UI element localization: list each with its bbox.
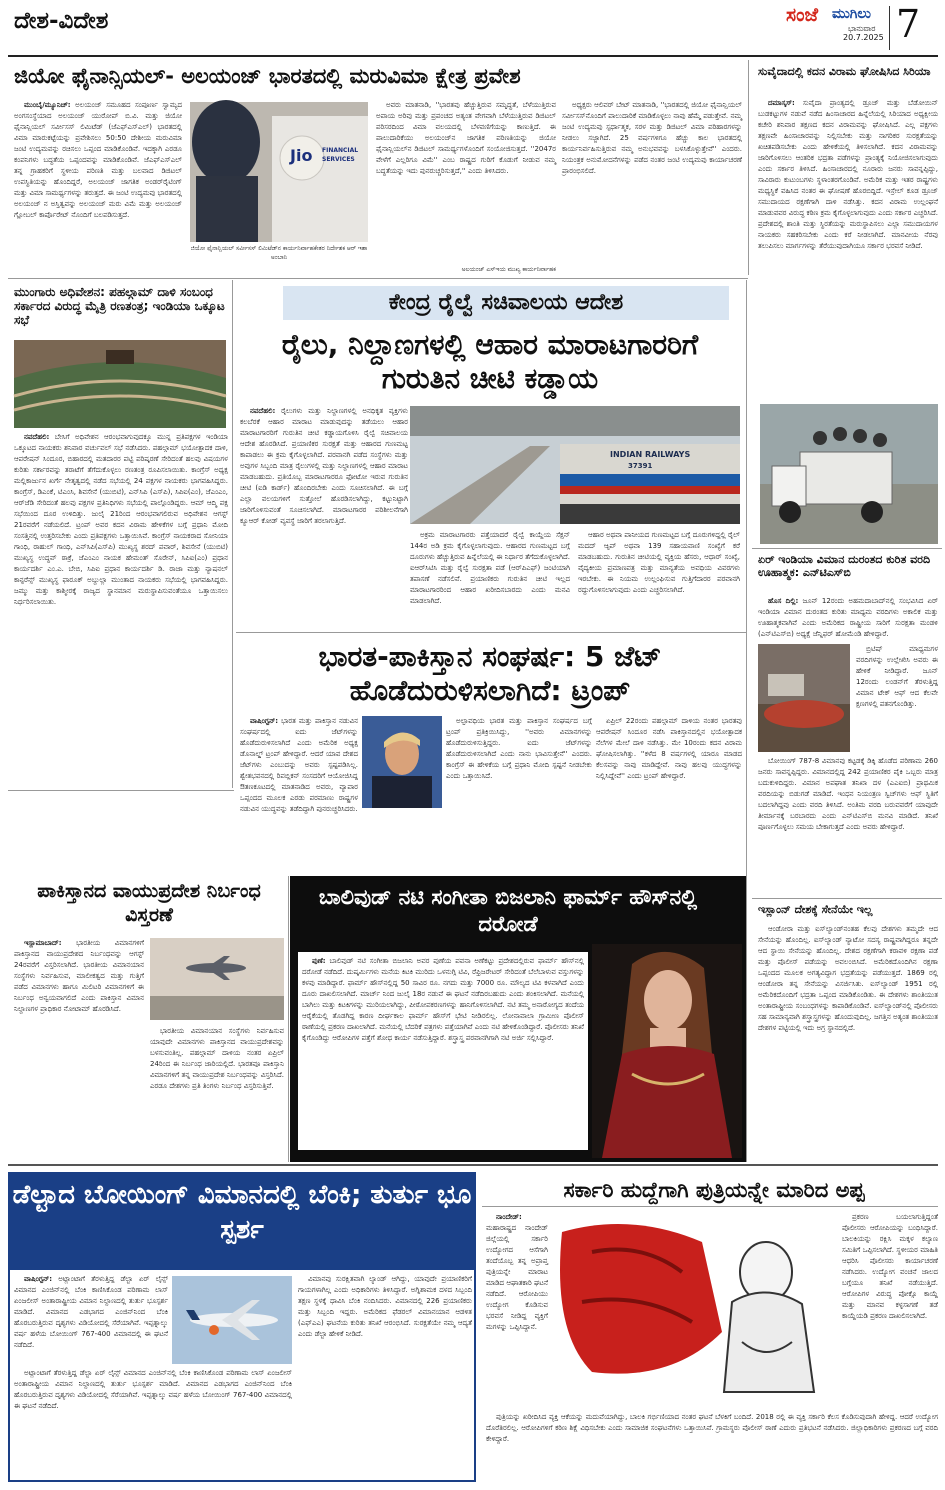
- sangeeta-dateline: ಪುಣೆ:: [312, 957, 326, 965]
- trump-body-col3-text: ಏಪ್ರಿಲ್ 22ರಂದು ಪಹಲ್ಗಾಮ್ ದಾಳಿಯ ನಂತರ ಭಾರತವು ಆಪರೇಷನ್ ಸಿಂದೂರ ನಡೆಸಿ ಪಾಕಿಸ್ತಾನದಲ್ಲಿನ ಭಯೋತ್ಪಾದಕ ನೆಲೆಗಳ ಮೇಲೆ ದಾಳಿ ನಡೆಸಿತ್ತು. ಮೇ 10ರಂದು ಕದನ ವಿರಾಮ ಘೋಷಿಸಲಾಗಿತ್ತು. ''ಕಳೆದ 8 ವರ್ಷಗಳಲ್ಲಿ ಯಾರೂ ಮಾಡದ ಕೆಲಸವನ್ನು ನಾವು ಮಾಡಿದ್ದೇವೆ. ನಾವು ಹಲವು ಯುದ್ಧಗಳನ್ನು ನಿಲ್ಲಿಸಿದ್ದೇವೆ'' ಎಂದು ಟ್ರಂಪ್ ಹೇಳಿದ್ದಾರೆ.: [596, 717, 742, 780]
- jio-photo-art: [190, 102, 368, 242]
- jio-body-col1: [14, 100, 182, 268]
- railway-kicker: ಕೇಂದ್ರ ರೈಲ್ವೆ ಸಚಿವಾಲಯ ಆದೇಶ: [388, 290, 624, 315]
- jio-body-col2: [376, 100, 556, 266]
- sudan-body: [758, 98, 938, 390]
- sangeeta-body: [298, 952, 588, 1150]
- sudan-photo: [760, 404, 938, 544]
- father-dateline: ನಾಂದೇಡ್:: [496, 1213, 522, 1221]
- father-illustration: [552, 1212, 838, 1408]
- monsoon-body: [14, 432, 228, 786]
- father-body-right: [842, 1212, 938, 1408]
- jio-body-col3: [562, 100, 742, 272]
- pakair-body-col2: [150, 1026, 284, 1158]
- section-rule: [8, 278, 748, 279]
- monsoon-headline: ಮುಂಗಾರು ಅಧಿವೇಶನ: ಪಹಲ್ಗಾಮ್ ದಾಳಿ ಸಂಬಂಧ ಸರ್ಕಾರದ ವಿರುದ್ಧ ಮೈತ್ರಿ ರಣತಂತ್ರ; ಇಂಡಿಯಾ ಒಕ್ಕೂಟ ಸಭೆ: [14, 285, 225, 327]
- sangeeta-photo: [592, 944, 742, 1158]
- pakair-body-col1-text: ಭಾರತೀಯ ವಿಮಾನಗಳಿಗೆ ಪಾಕಿಸ್ತಾನದ ವಾಯುಪ್ರದೇಶದ ನಿರ್ಬಂಧವನ್ನು ಆಗಸ್ಟ್ 24ರವರೆಗೆ ವಿಸ್ತರಿಸಲಾಗಿದೆ. ಭಾರತೀಯ ವಿಮಾನಯಾನ ಸಂಸ್ಥೆಗಳು ನಿರ್ವಹಿಸುವ, ಮಾಲೀಕತ್ವದ ಮತ್ತು ಗುತ್ತಿಗೆ ಪಡೆದ ವಿಮಾನಗಳು ಹಾಗೂ ಮಿಲಿಟರಿ ವಿಮಾನಗಳಿಗೆ ಈ ನಿರ್ಬಂಧ ಅನ್ವಯವಾಗಲಿದೆ ಎಂದು ಪಾಕಿಸ್ತಾನ ವಿಮಾನ ನಿಲ್ದಾಣಗಳ ಪ್ರಾಧಿಕಾರ ನೋಟಾಮ್ ಹೊರಡಿಸಿದೆ.: [14, 939, 144, 1013]
- railway-body-col1: [240, 406, 408, 628]
- airindia-body-top: [758, 596, 938, 640]
- railway-train-text: INDIAN RAILWAYS: [610, 450, 691, 459]
- trump-photo-art: [362, 716, 442, 808]
- monsoon-dateline: ನವದೆಹಲಿ:: [24, 433, 50, 441]
- islam-body: [758, 924, 938, 1156]
- column-divider: [232, 280, 233, 788]
- section-rule: [8, 1164, 938, 1166]
- jio-photo: [190, 102, 368, 242]
- railway-dateline: ನವದೆಹಲಿ:: [250, 407, 276, 415]
- sudan-dateline: ದಮಾಸ್ಕಸ್:: [768, 99, 795, 107]
- trump-body-col1-text: ಭಾರತ ಮತ್ತು ಪಾಕಿಸ್ತಾನ ನಡುವಿನ ಸಂಘರ್ಷದಲ್ಲಿ ಐದು ಜೆಟ್‌ಗಳನ್ನು ಹೊಡೆದುರುಳಿಸಲಾಗಿದೆ ಎಂದು ಅಮೆರಿಕ ಅಧ್ಯಕ್ಷ ಡೊನಾಲ್ಡ್ ಟ್ರಂಪ್ ಹೇಳಿದ್ದಾರೆ. ಆದರೆ ಯಾವ ದೇಶದ ಜೆಟ್‌ಗಳು ಎಂಬುದನ್ನು ಅವರು ಸ್ಪಷ್ಟಪಡಿಸಿಲ್ಲ. ಶ್ವೇತಭವನದಲ್ಲಿ ರಿಪಬ್ಲಿಕನ್ ಸಂಸದರಿಗೆ ಆಯೋಜಿಸಿದ್ದ ಔತಣಕೂಟದಲ್ಲಿ ಮಾತನಾಡಿದ ಅವರು, ವ್ಯಾಪಾರ ಒಪ್ಪಂದದ ಮೂಲಕ ಎರಡು ಪರಮಾಣು ರಾಷ್ಟ್ರಗಳ ನಡುವಿನ ಯುದ್ಧವನ್ನು ತಡೆದಿದ್ದಾಗಿ ಪುನರುಚ್ಚರಿಸಿದರು.: [240, 717, 358, 813]
- sangeeta-headline: ಬಾಲಿವುಡ್ ನಟಿ ಸಂಗೀತಾ ಬಿಜಲಾನಿ ಫಾರ್ಮ್ ಹೌಸ್‌ನಲ್ಲಿ ದರೋಡೆ: [318, 885, 698, 937]
- trump-body-col1: [240, 716, 358, 813]
- railway-body-col2-text: ಅಕ್ರಮ ಮಾರಾಟಗಾರರು ಪತ್ತೆಯಾದರೆ ರೈಲ್ವೆ ಕಾಯ್ದೆಯ ಸೆಕ್ಷನ್ 144ರ ಅಡಿ ಕ್ರಮ ಕೈಗೊಳ್ಳಲಾಗುವುದು. ಆಹಾರದ ಗುಣಮಟ್ಟದ ಬಗ್ಗೆ ದೂರುಗಳು ಹೆಚ್ಚುತ್ತಿರುವ ಹಿನ್ನೆಲೆಯಲ್ಲಿ ಈ ನಿರ್ಧಾರ ತೆಗೆದುಕೊಳ್ಳಲಾಗಿದೆ. ಐಆರ್‌ಸಿಟಿಸಿ ಮತ್ತು ರೈಲ್ವೆ ಸುರಕ್ಷತಾ ಪಡೆ (ಆರ್‌ಪಿಎಫ್) ಜಂಟಿಯಾಗಿ ತಪಾಸಣೆ ನಡೆಸಲಿವೆ. ಪ್ರಯಾಣಿಕರು ಗುರುತಿನ ಚೀಟಿ ಇಲ್ಲದ ಮಾರಾಟಗಾರರಿಂದ ಆಹಾರ ಖರೀದಿಸಬಾರದು ಎಂದು ಮನವಿ ಮಾಡಲಾಗಿದೆ.: [410, 531, 570, 605]
- jio-dateline: ಮುಂಬೈ/ಮ್ಯೂನಿಚ್:: [24, 101, 71, 109]
- trump-dateline: ವಾಷಿಂಗ್ಟನ್:: [250, 717, 279, 725]
- pakair-body-col2-text: ಭಾರತೀಯ ವಿಮಾನಯಾನ ಸಂಸ್ಥೆಗಳು ನಿರ್ವಹಿಸುವ ಯಾವುದೇ ವಿಮಾನಗಳು ಪಾಕಿಸ್ತಾನದ ವಾಯುಪ್ರದೇಶವನ್ನು ಬಳಸುವಂತಿಲ್ಲ. ಪಹಲ್ಗಾಮ್ ದಾಳಿಯ ನಂತರ ಏಪ್ರಿಲ್ 24ರಿಂದ ಈ ನಿರ್ಬಂಧ ಜಾರಿಯಲ್ಲಿದೆ. ಭಾರತವೂ ಪಾಕಿಸ್ತಾನಿ ವಿಮಾನಗಳಿಗೆ ತನ್ನ ವಾಯುಪ್ರದೇಶ ನಿರ್ಬಂಧವನ್ನು ವಿಸ್ತರಿಸಿದೆ. ಎರಡೂ ದೇಶಗಳು ಪ್ರತಿ ತಿಂಗಳು ನಿರ್ಬಂಧ ವಿಸ್ತರಿಸುತ್ತಿವೆ.: [150, 1027, 284, 1090]
- islam-headline: ಇಸ್ಲಾಂನ್ ದೇಶಕ್ಕೆ ಸೇನೆಯೇ ಇಲ್ಲ: [758, 903, 873, 916]
- airindia-body-bottom: [758, 756, 938, 892]
- pakair-dateline: ಇಸ್ಲಾಮಾಬಾದ್:: [24, 939, 62, 947]
- monsoon-photo-art: [14, 340, 226, 428]
- airindia-headline: ಏರ್ ಇಂಡಿಯಾ ವಿಮಾನ ದುರಂತದ ಕುರಿತ ವರದಿ ಊಹಾತ್ಮಕ: ಎನ್‌ಟಿಎಸ್‌ಬಿ: [758, 553, 931, 579]
- jio-body-text: ಅಲಯಂಜ್ ಸಮೂಹದ ಸಂಪೂರ್ಣ ಸ್ವಾಮ್ಯದ ಅಂಗಸಂಸ್ಥೆಯಾದ ಅಲಯಂಜ್ ಯುರೋಪ್ ಬಿ.ವಿ. ಮತ್ತು ಜಿಯೋ ಫೈನಾನ್ಷಿಯಲ್ ಸರ್ವೀಸಸ್ ಲಿಮಿಟೆಡ್ (ಜೆಎಫ್‌ಎಸ್‌ಎಲ್) ಭಾರತದಲ್ಲಿ ವಿಮಾ ಮಾರುಕಟ್ಟೆಯನ್ನು ಪ್ರವೇಶಿಸಲು 50:50 ದೇಶೀಯ ಮರುವಿಮಾ ಜಂಟಿ ಉದ್ಯಮವನ್ನು ರಚಿಸಲು ಒಪ್ಪಂದ ಮಾಡಿಕೊಂಡಿವೆ. ಇದಕ್ಕಾಗಿ ಎರಡೂ ಕಂಪನಿಗಳು ಬದ್ಧತೆಯ ಒಪ್ಪಂದವನ್ನು ಮಾಡಿಕೊಂಡಿವೆ. ಜೆಎಫ್‌ಎಸ್‌ಎಲ್ ತನ್ನ ಗ್ರಾಹಕರಿಗೆ ಸ್ಥಳೀಯ ಪರಿಣತಿ ಮತ್ತು ಬಲವಾದ ಡಿಜಿಟಲ್ ಉಪಸ್ಥಿತಿಯನ್ನು ಹೊಂದಿದ್ದರೆ, ಅಲಯಂಜ್ ಜಾಗತಿಕ ಅಂಡರ್‌ರೈಟಿಂಗ್ ಮತ್ತು ವಿಮಾ ಸಾಮರ್ಥ್ಯಗಳನ್ನು ತರುತ್ತದೆ. ಈ ಜಂಟಿ ಉದ್ಯಮವು ಭಾರತದಲ್ಲಿ ಅಲಯಂಜ್ ನ ಅಸ್ತಿತ್ವವನ್ನು ಅಲಯಂಜ್ ಮರು ವಿಮೆ ಮತ್ತು ಅಲಯಂಜ್ ಗ್ಲೋಬಲ್ ಕಾರ್ಪೊರೇಟ್ ನೊಂದಿಗೆ ಬಲಪಡಿಸುತ್ತದೆ.: [14, 101, 182, 219]
- airindia-body-side: [856, 644, 938, 752]
- trump-headline: ಭಾರತ-ಪಾಕಿಸ್ತಾನ ಸಂಘರ್ಷ: 5 ಜೆಟ್ ಹೊಡೆದುರುಳಿಸಲಾಗಿದೆ: ಟ್ರಂಪ್: [318, 640, 662, 707]
- airindia-photo-art: [758, 644, 850, 752]
- airindia-dateline: ಹೊಸ ದಿಲ್ಲಿ:: [768, 597, 799, 605]
- issue-day: ಭಾನುವಾರ: [848, 24, 876, 33]
- delta-photo-art: [172, 1276, 292, 1364]
- airindia-body-bottom-text: ಬೋಯಿಂಗ್ 787-8 ವಿಮಾನವು ಕಟ್ಟಡಕ್ಕೆ ಡಿಕ್ಕಿ ಹೊಡೆದ ಪರಿಣಾಮ 260 ಜನರು ಸಾವನ್ನಪ್ಪಿದ್ದರು. ವಿಮಾನದಲ್ಲಿದ್ದ 242 ಪ್ರಯಾಣಿಕರ ಪೈಕಿ ಒಬ್ಬರು ಮಾತ್ರ ಬದುಕುಳಿದಿದ್ದರು. ವಿಮಾನ ಅಪಘಾತ ತನಿಖಾ ದಳ (ಎಎಐಬಿ) ಪ್ರಾಥಮಿಕ ವರದಿಯನ್ನು ಬಿಡುಗಡೆ ಮಾಡಿದೆ. ಇಂಧನ ನಿಯಂತ್ರಣ ಸ್ವಿಚ್‌ಗಳು ಆಫ್ ಸ್ಥಿತಿಗೆ ಬದಲಾಗಿದ್ದವು ಎಂದು ವರದಿ ತಿಳಿಸಿದೆ. ಅಂತಿಮ ವರದಿ ಬರುವವರೆಗೆ ಯಾವುದೇ ತೀರ್ಮಾನಕ್ಕೆ ಬರಬಾರದು ಎಂದು ಎನ್‌ಟಿಎಸ್‌ಬಿ ಮನವಿ ಮಾಡಿದೆ. ತನಿಖೆ ಪೂರ್ಣಗೊಳ್ಳಲು ಸಮಯ ಬೇಕಾಗುತ್ತದೆ ಎಂದು ಅವರು ಹೇಳಿದ್ದಾರೆ.: [758, 757, 938, 831]
- jio-sign-text: FINANCIAL SERVICES: [322, 147, 359, 163]
- railway-body-col2: [410, 530, 570, 628]
- jio-headline: ಜಿಯೋ ಫೈನಾನ್ಸಿಯಲ್- ಅಲಯಂಜ್ ಭಾರತದಲ್ಲಿ ಮರುವಿಮಾ ಕ್ಷೇತ್ರ ಪ್ರವೇಶ: [14, 64, 521, 88]
- jio-logo-text: Jio: [290, 146, 313, 165]
- railway-train-number: 37391: [628, 462, 653, 470]
- monsoon-photo: [14, 340, 226, 428]
- trump-body-col2: [446, 716, 592, 808]
- jio-body-col3-text: ಅಧ್ಯಕ್ಷರು ಆಲಿವರ್ ಬೇಟ್ ಮಾತನಾಡಿ, ''ಭಾರತದಲ್ಲಿ ಜಿಯೋ ಫೈನಾನ್ಷಿಯಲ್ ಸರ್ವೀಸಸ್‌ನೊಂದಿಗೆ ಪಾಲುದಾರಿಕೆ ಮಾಡಿಕೊಳ್ಳಲು ನಾವು ಹೆಮ್ಮೆ ಪಡುತ್ತೇವೆ. ನಮ್ಮ ಜಂಟಿ ಉದ್ಯಮವು ಸ್ಪರ್ಧಾತ್ಮಕ, ಸರಳ ಮತ್ತು ಡಿಜಿಟಲ್ ವಿಮಾ ಪರಿಹಾರಗಳನ್ನು ನೀಡಲು ಸಜ್ಜಾಗಿದೆ. 25 ವರ್ಷಗಳಿಗೂ ಹೆಚ್ಚು ಕಾಲ ಭಾರತದಲ್ಲಿ ಕಾರ್ಯನಿರ್ವಹಿಸುತ್ತಿರುವ ನಮ್ಮ ಅನುಭವವನ್ನು ಬಳಸಿಕೊಳ್ಳುತ್ತೇವೆ'' ಎಂದರು. ನಿಯಂತ್ರಕ ಅನುಮೋದನೆಗಳನ್ನು ಪಡೆದ ನಂತರ ಜಂಟಿ ಉದ್ಯಮವು ಕಾರ್ಯಾಚರಣೆ ಪ್ರಾರಂಭಿಸಲಿದೆ.: [562, 101, 742, 175]
- father-body-bottom-text: ಪುತ್ರಿಯನ್ನು ಖರೀದಿಸಿದ ವ್ಯಕ್ತಿ ಆಕೆಯನ್ನು ಮದುವೆಯಾಗಿದ್ದು, ಬಾಲಕಿ ಗರ್ಭಿಣಿಯಾದ ನಂತರ ಘಟನೆ ಬೆಳಕಿಗೆ ಬಂದಿದೆ. 2018 ರಲ್ಲಿ ಈ ವ್ಯಕ್ತಿ ಸರ್ಕಾರಿ ಕೆಲಸ ಕೊಡಿಸುವುದಾಗಿ ಹೇಳಿದ್ದ. ಆದರೆ ಉದ್ಯೋಗ ದೊರೆತಿರಲಿಲ್ಲ. ಆರೋಪಿಗಳಿಗೆ ಕಠಿಣ ಶಿಕ್ಷೆ ವಿಧಿಸಬೇಕು ಎಂದು ಸಾಮಾಜಿಕ ಸಂಘಟನೆಗಳು ಒತ್ತಾಯಿಸಿವೆ. ಗ್ರಾಮಸ್ಥರು ಪೊಲೀಸ್ ಠಾಣೆ ಎದುರು ಪ್ರತಿಭಟನೆ ನಡೆಸಿದರು. ಜಿಲ್ಲಾಧಿಕಾರಿಗಳು ಪ್ರಕರಣದ ಬಗ್ಗೆ ವರದಿ ಕೇಳಿದ್ದಾರೆ.: [486, 1413, 938, 1443]
- section-rule: [752, 898, 942, 899]
- column-divider: [748, 60, 749, 275]
- trump-body-col3: [596, 716, 742, 808]
- railway-body-col3-text: ಆಹಾರ ಅಥವಾ ಪಾನೀಯದ ಗುಣಮಟ್ಟದ ಬಗ್ಗೆ ದೂರುಗಳಿದ್ದಲ್ಲಿ ರೈಲ್ ಮದದ್ ಆ್ಯಪ್ ಅಥವಾ 139 ಸಹಾಯವಾಣಿ ಸಂಖ್ಯೆಗೆ ಕರೆ ಮಾಡಬಹುದು. ಗುರುತಿನ ಚೀಟಿಯಲ್ಲಿ ವ್ಯಕ್ತಿಯ ಹೆಸರು, ಆಧಾರ್ ಸಂಖ್ಯೆ, ವೈದ್ಯಕೀಯ ಪ್ರಮಾಣಪತ್ರ ಮತ್ತು ಮಾನ್ಯತೆಯ ಅವಧಿಯ ವಿವರಗಳು ಇರಬೇಕು. ಈ ನಿಯಮ ಉಲ್ಲಂಘಿಸುವ ಗುತ್ತಿಗೆದಾರರ ಪರವಾನಗಿ ರದ್ದುಗೊಳಿಸಲಾಗುವುದು ಎಂದು ಎಚ್ಚರಿಸಲಾಗಿದೆ.: [578, 531, 740, 594]
- pakair-body-col1: [14, 938, 144, 1158]
- delta-body-col2-text: ವಿಮಾನವು ಸುರಕ್ಷಿತವಾಗಿ ಲ್ಯಾಂಡ್ ಆಗಿದ್ದು, ಯಾವುದೇ ಪ್ರಯಾಣಿಕರಿಗೆ ಗಾಯಗಳಾಗಿಲ್ಲ ಎಂದು ಅಧಿಕಾರಿಗಳು ತಿಳಿಸಿದ್ದಾರೆ. ಅಗ್ನಿಶಾಮಕ ದಳದ ಸಿಬ್ಬಂದಿ ತಕ್ಷಣ ಸ್ಥಳಕ್ಕೆ ಧಾವಿಸಿ ಬೆಂಕಿ ನಂದಿಸಿದರು. ವಿಮಾನದಲ್ಲಿ 226 ಪ್ರಯಾಣಿಕರು ಮತ್ತು ಸಿಬ್ಬಂದಿ ಇದ್ದರು. ಅಮೆರಿಕದ ಫೆಡರಲ್ ವಿಮಾನಯಾನ ಆಡಳಿತ (ಎಫ್‌ಎಎ) ಘಟನೆಯ ಕುರಿತು ತನಿಖೆ ಆರಂಭಿಸಿದೆ. ಸುರಕ್ಷತೆಯೇ ನಮ್ಮ ಆದ್ಯತೆ ಎಂದು ಡೆಲ್ಟಾ ಹೇಳಿಕೆ ನೀಡಿದೆ.: [298, 1275, 472, 1338]
- section-label: ದೇಶ-ವಿದೇಶ: [14, 8, 109, 34]
- delta-dateline: ವಾಷಿಂಗ್ಟನ್:: [24, 1275, 53, 1283]
- jio-body-col2-sign: ಅಲಯಂಜ್ ಎಸ್‌ಇಯ ಮುಖ್ಯ ಕಾರ್ಯನಿರ್ವಾಹಕ: [461, 266, 556, 273]
- delta-headline: ಡೆಲ್ಟಾದ ಬೋಯಿಂಗ್ ವಿಮಾನದಲ್ಲಿ ಬೆಂಕಿ; ತುರ್ತು ಭೂ ಸ್ಪರ್ಶ: [12, 1180, 472, 1246]
- pakair-photo: [150, 938, 284, 1020]
- delta-body-col1b: [14, 1368, 292, 1478]
- sangeeta-photo-art: [592, 944, 742, 1158]
- brand-name-red: ಸಂಜೆ: [786, 4, 819, 26]
- sudan-photo-art: [760, 404, 938, 544]
- trump-body-col2-text: ಅಲ್ಪಾವಧಿಯ ಭಾರತ ಮತ್ತು ಪಾಕಿಸ್ತಾನ ಸಂಘರ್ಷದ ಬಗ್ಗೆ ಟ್ರಂಪ್ ಪ್ರತಿಕ್ರಿಯಿಸಿದ್ದು, ''ಅವರು ವಿಮಾನಗಳನ್ನು ಹೊಡೆದುರುಳಿಸುತ್ತಿದ್ದರು. ಐದು ಜೆಟ್‌ಗಳನ್ನು ಹೊಡೆದುರುಳಿಸಲಾಗಿದೆ ಎಂದು ನಾನು ಭಾವಿಸುತ್ತೇನೆ'' ಎಂದರು. ಕಾಂಗ್ರೆಸ್ ಈ ಹೇಳಿಕೆಯ ಬಗ್ಗೆ ಪ್ರಧಾನಿ ಮೋದಿ ಸ್ಪಷ್ಟನೆ ನೀಡಬೇಕು ಎಂದು ಒತ್ತಾಯಿಸಿದೆ.: [446, 717, 592, 780]
- pakair-photo-art: [150, 938, 284, 1020]
- airindia-photo: [758, 644, 850, 752]
- delta-body-col1b-text: ಅಟ್ಲಾಂಟಾಗೆ ತೆರಳುತ್ತಿದ್ದ ಡೆಲ್ಟಾ ಏರ್ ಲೈನ್ಸ್ ವಿಮಾನದ ಎಂಜಿನ್‌ನಲ್ಲಿ ಬೆಂಕಿ ಕಾಣಿಸಿಕೊಂಡ ಪರಿಣಾಮ ಲಾಸ್ ಏಂಜಲೀಸ್ ಅಂತಾರಾಷ್ಟ್ರೀಯ ವಿಮಾನ ನಿಲ್ದಾಣದಲ್ಲಿ ತುರ್ತು ಭೂಸ್ಪರ್ಶ ಮಾಡಿದೆ. ವಿಮಾನದ ಎಡಭಾಗದ ಎಂಜಿನ್‌ನಿಂದ ಬೆಂಕಿ ಹೊರಬರುತ್ತಿರುವ ದೃಶ್ಯಗಳು ವಿಡಿಯೋದಲ್ಲಿ ಸೆರೆಯಾಗಿವೆ. ಇಪ್ಪತ್ನಾಲ್ಕು ವರ್ಷ ಹಳೆಯ ಬೋಯಿಂಗ್ 767-400 ವಿಮಾನದಲ್ಲಿ ಈ ಘಟನೆ ನಡೆದಿದೆ.: [14, 1369, 292, 1410]
- father-illustration-art: [552, 1212, 838, 1408]
- monsoon-body-text: ಬೇಸಿಗೆ ಅಧಿವೇಶನ ಆರಂಭವಾಗುವುದಕ್ಕೂ ಮುನ್ನ ಪ್ರತಿಪಕ್ಷಗಳ ಇಂಡಿಯಾ ಒಕ್ಕೂಟದ ನಾಯಕರು ಶನಿವಾರ ವರ್ಚುವಲ್ ಸಭೆ ನಡೆಸಿದರು. ಪಹಲ್ಗಾಮ್ ಭಯೋತ್ಪಾದಕ ದಾಳಿ, ಆಪರೇಷನ್ ಸಿಂದೂರ, ಬಿಹಾರದಲ್ಲಿ ಮತದಾರರ ಪಟ್ಟಿ ಪರಿಷ್ಕರಣೆ ಸೇರಿದಂತೆ ಹಲವು ವಿಷಯಗಳ ಕುರಿತು ಸರ್ಕಾರವನ್ನು ತರಾಟೆಗೆ ತೆಗೆದುಕೊಳ್ಳಲು ರಣತಂತ್ರ ರೂಪಿಸಲಾಯಿತು. ಕಾಂಗ್ರೆಸ್ ಅಧ್ಯಕ್ಷ ಮಲ್ಲಿಕಾರ್ಜುನ ಖರ್ಗೆ ನೇತೃತ್ವದಲ್ಲಿ ನಡೆದ ಸಭೆಯಲ್ಲಿ 24 ಪಕ್ಷಗಳ ನಾಯಕರು ಭಾಗವಹಿಸಿದ್ದರು. ಕಾಂಗ್ರೆಸ್, ಡಿಎಂಕೆ, ಟಿಎಂಸಿ, ಶಿವಸೇನೆ (ಯುಬಿಟಿ), ಎನ್‌ಸಿಪಿ (ಎಸ್‌ಪಿ), ಸಿಪಿಐ(ಎಂ), ಜೆಎಂಎಂ, ಆರ್‌ಜೆಡಿ ಸೇರಿದಂತೆ ಹಲವು ಪಕ್ಷಗಳ ಪ್ರತಿನಿಧಿಗಳು ಸಭೆಯಲ್ಲಿ ಪಾಲ್ಗೊಂಡಿದ್ದರು. ಆಮ್ ಆದ್ಮಿ ಪಕ್ಷ ಸಭೆಯಿಂದ ದೂರ ಉಳಿದಿತ್ತು. ಜುಲೈ 21ರಿಂದ ಆರಂಭವಾಗಲಿರುವ ಅಧಿವೇಶನ ಆಗಸ್ಟ್ 21ರವರೆಗೆ ನಡೆಯಲಿದೆ. ಟ್ರಂಪ್ ಅವರ ಕದನ ವಿರಾಮ ಹೇಳಿಕೆಗಳ ಬಗ್ಗೆ ಪ್ರಧಾನಿ ಮೋದಿ ಸಂಸತ್ತಿನಲ್ಲಿ ಉತ್ತರಿಸಬೇಕು ಎಂದು ಪ್ರತಿಪಕ್ಷಗಳು ಒತ್ತಾಯಿಸಿವೆ. ಕಾಂಗ್ರೆಸ್ ನಾಯಕರಾದ ಸೋನಿಯಾ ಗಾಂಧಿ, ರಾಹುಲ್ ಗಾಂಧಿ, ಎನ್‌ಸಿಪಿ(ಎಸ್‌ಪಿ) ಮುಖ್ಯಸ್ಥ ಶರದ್ ಪವಾರ್, ಶಿವಸೇನೆ (ಯುಬಿಟಿ) ಮುಖ್ಯಸ್ಥ ಉದ್ಧವ್ ಠಾಕ್ರೆ, ಜೆಎಂಎಂ ನಾಯಕ ಹೇಮಂತ್ ಸೊರೇನ್, ಸಿಪಿಐ(ಎಂ) ಪ್ರಧಾನ ಕಾರ್ಯದರ್ಶಿ ಎಂ.ಎ. ಬೇಬಿ, ಸಿಪಿಐ ಪ್ರಧಾನ ಕಾರ್ಯದರ್ಶಿ ಡಿ. ರಾಜಾ ಮತ್ತು ನ್ಯಾಷನಲ್ ಕಾನ್ಫರೆನ್ಸ್ ಮುಖ್ಯಸ್ಥ ಫಾರೂಕ್ ಅಬ್ದುಲ್ಲಾ ಮುಂತಾದ ನಾಯಕರು ಸಭೆಯಲ್ಲಿ ಭಾಗವಹಿಸಿದ್ದರು. ಜಮ್ಮು ಮತ್ತು ಕಾಶ್ಮೀರಕ್ಕೆ ರಾಜ್ಯದ ಸ್ಥಾನಮಾನ ಮರುಸ್ಥಾಪಿಸುವಂತೆಯೂ ಒತ್ತಾಯಿಸಲು ನಿರ್ಧರಿಸಲಾಯಿತು.: [14, 433, 229, 606]
- railway-photo-art: [410, 406, 740, 524]
- father-headline: ಸರ್ಕಾರಿ ಹುದ್ದೆಗಾಗಿ ಪುತ್ರಿಯನ್ನೇ ಮಾರಿದ ಅಪ್ಪ: [563, 1178, 865, 1202]
- islam-body-text: ಆಂಡೋರಾ ಮತ್ತು ಐಸ್‌ಲ್ಯಾಂಡ್‌ನಂತಹ ಕೆಲವು ದೇಶಗಳು ತಮ್ಮದೇ ಆದ ಸೇನೆಯನ್ನು ಹೊಂದಿಲ್ಲ. ಐಸ್‌ಲ್ಯಾಂಡ್ ನ್ಯಾಟೋ ಸದಸ್ಯ ರಾಷ್ಟ್ರವಾಗಿದ್ದರೂ ತನ್ನದೇ ಆದ ಸ್ಥಾಯಿ ಸೇನೆಯನ್ನು ಹೊಂದಿಲ್ಲ. ದೇಶದ ರಕ್ಷಣೆಗಾಗಿ ಕರಾವಳಿ ರಕ್ಷಣಾ ಪಡೆ ಮತ್ತು ಪೊಲೀಸ್ ಪಡೆಯನ್ನು ಅವಲಂಬಿಸಿದೆ. ಅಮೆರಿಕದೊಂದಿಗಿನ ರಕ್ಷಣಾ ಒಪ್ಪಂದದ ಮೂಲಕ ಅಗತ್ಯವಿದ್ದಾಗ ಭದ್ರತೆಯನ್ನು ಪಡೆಯುತ್ತದೆ. 1869 ರಲ್ಲಿ ಆಂಡೋರಾ ತನ್ನ ಸೇನೆಯನ್ನು ವಿಸರ್ಜಿಸಿತು. ಐಸ್‌ಲ್ಯಾಂಡ್ 1951 ರಲ್ಲಿ ಅಮೆರಿಕದೊಂದಿಗೆ ಭದ್ರತಾ ಒಪ್ಪಂದ ಮಾಡಿಕೊಂಡಿತು. ಈ ದೇಶಗಳು ಶಾಂತಿಯುತ ಅಂತಾರಾಷ್ಟ್ರೀಯ ಸಂಬಂಧಗಳನ್ನು ಕಾಪಾಡಿಕೊಂಡಿವೆ. ಐಸ್‌ಲ್ಯಾಂಡ್‌ನಲ್ಲಿ ಪೊಲೀಸರು ಸಹ ಸಾಮಾನ್ಯವಾಗಿ ಶಸ್ತ್ರಾಸ್ತ್ರಗಳನ್ನು ಹೊಂದುವುದಿಲ್ಲ. ಜಗತ್ತಿನ ಅತ್ಯಂತ ಶಾಂತಿಯುತ ದೇಶಗಳ ಪಟ್ಟಿಯಲ್ಲಿ ಇದು ಅಗ್ರ ಸ್ಥಾನದಲ್ಲಿದೆ.: [758, 925, 938, 1032]
- pakair-headline: ಪಾಕಿಸ್ತಾನದ ವಾಯುಪ್ರದೇಶ ನಿರ್ಬಂಧ ವಿಸ್ತರಣೆ: [37, 880, 261, 926]
- delta-body-col2: [298, 1274, 472, 1478]
- section-rule: [752, 548, 942, 549]
- father-body-left: [486, 1212, 548, 1408]
- column-divider: [288, 876, 289, 1162]
- airindia-body-side-text: ಬ್ರಿಟಿಷ್ ಮಾಧ್ಯಮಗಳ ವರದಿಗಳನ್ನು ಉಲ್ಲೇಖಿಸಿ ಅವರು ಈ ಹೇಳಿಕೆ ನೀಡಿದ್ದಾರೆ. ಜೂನ್ 12ರಂದು ಲಂಡನ್‌ಗೆ ತೆರಳುತ್ತಿದ್ದ ವಿಮಾನ ಟೇಕ್ ಆಫ್ ಆದ ಕೆಲವೇ ಕ್ಷಣಗಳಲ್ಲಿ ಪತನಗೊಂಡಿತ್ತು.: [856, 645, 938, 708]
- section-rule: [8, 790, 234, 791]
- railway-body-col3: [578, 530, 740, 628]
- jio-body-col2-text: ಅವರು ಮಾತನಾಡಿ, ''ಭಾರತವು ಹೆಚ್ಚುತ್ತಿರುವ ಸಮೃದ್ಧತೆ, ಬೆಳೆಯುತ್ತಿರುವ ಅಪಾಯ ಅರಿವು ಮತ್ತು ಪ್ರಪಂಚದ ಅತ್ಯಂತ ವೇಗವಾಗಿ ಬೆಳೆಯುತ್ತಿರುವ ಡಿಜಿಟಲ್ ಪರಿಸರದಿಂದ ವಿಮಾ ವಲಯದಲ್ಲಿ ಬೆಳವಣಿಗೆಯನ್ನು ಕಾಣುತ್ತಿದೆ. ಈ ಪಾಲುದಾರಿಕೆಯು ಅಲಯಂಜ್‌ನ ಜಾಗತಿಕ ಪರಿಣತಿಯನ್ನು ಜಿಯೋ ಫೈನಾನ್ಷಿಯಲ್‌ನ ಡಿಜಿಟಲ್ ಸಾಮರ್ಥ್ಯಗಳೊಂದಿಗೆ ಸಂಯೋಜಿಸುತ್ತದೆ. ''2047ರ ವೇಳೆಗೆ ಎಲ್ಲರಿಗೂ ವಿಮೆ'' ಎಂಬ ರಾಷ್ಟ್ರದ ಗುರಿಗೆ ಕೊಡುಗೆ ನೀಡುವ ನಮ್ಮ ಬದ್ಧತೆಯನ್ನು ಇದು ಪುನರುಚ್ಚರಿಸುತ್ತದೆ,'' ಎಂದು ತಿಳಿಸಿದರು.: [376, 101, 556, 175]
- sangeeta-body-text: ಬಾಲಿವುಡ್ ನಟಿ ಸಂಗೀತಾ ಬಿಜಲಾನಿ ಅವರ ಪುಣೆಯ ಪವನಾ ಅಣೆಕಟ್ಟು ಪ್ರದೇಶದಲ್ಲಿರುವ ಫಾರ್ಮ್ ಹೌಸ್‌ನಲ್ಲಿ ದರೋಡೆ ನಡೆದಿದೆ. ದುಷ್ಕರ್ಮಿಗಳು ಮನೆಯ ಕಿಟಕಿ ಮುರಿದು ಒಳನುಗ್ಗಿ ಟಿವಿ, ರೆಫ್ರಿಜರೇಟರ್ ಸೇರಿದಂತೆ ಬೆಲೆಬಾಳುವ ವಸ್ತುಗಳನ್ನು ಕಳವು ಮಾಡಿದ್ದಾರೆ. ಫಾರ್ಮ್ ಹೌಸ್‌ನಲ್ಲಿದ್ದ 50 ಸಾವಿರ ರೂ. ನಗದು ಮತ್ತು 7000 ರೂ. ಮೌಲ್ಯದ ಟಿವಿ ಕಳವಾಗಿದೆ ಎಂದು ದೂರು ದಾಖಲಿಸಲಾಗಿದೆ. ಮಾರ್ಚ್ ನಿಂದ ಜುಲೈ 18ರ ನಡುವೆ ಈ ಘಟನೆ ನಡೆದಿರಬಹುದು ಎಂದು ಶಂಕಿಸಲಾಗಿದೆ. ಮನೆಯಲ್ಲಿ ಬಾಗಿಲು ಮತ್ತು ಕಿಟಕಿಗಳನ್ನು ಮುರಿಯಲಾಗಿದ್ದು, ಪೀಠೋಪಕರಣಗಳನ್ನು ಹಾನಿಗೊಳಿಸಲಾಗಿದೆ. ನಟಿ ತಮ್ಮ ಅನಾರೋಗ್ಯದ ತಂದೆಯ ಆರೈಕೆಯಲ್ಲಿ ತೊಡಗಿದ್ದ ಕಾರಣ ದೀರ್ಘಕಾಲ ಫಾರ್ಮ್ ಹೌಸ್‌ಗೆ ಭೇಟಿ ನೀಡಿರಲಿಲ್ಲ. ಲೋನಾವಾಲಾ ಗ್ರಾಮೀಣ ಪೊಲೀಸ್ ಠಾಣೆಯಲ್ಲಿ ಪ್ರಕರಣ ದಾಖಲಾಗಿದೆ. ಮನೆಯಲ್ಲಿ ಬೆದರಿಕೆ ಪತ್ರಗಳು ಪತ್ತೆಯಾಗಿವೆ ಎಂದು ನಟಿ ಹೇಳಿಕೊಂಡಿದ್ದಾರೆ. ಪೊಲೀಸರು ತನಿಖೆ ಕೈಗೊಂಡಿದ್ದು ಆರೋಪಿಗಳ ಪತ್ತೆಗೆ ಶೋಧ ಕಾರ್ಯ ನಡೆಸುತ್ತಿದ್ದಾರೆ. ಶಸ್ತ್ರಾಸ್ತ್ರ ಪರವಾನಗಿಗಾಗಿ ನಟಿ ಅರ್ಜಿ ಸಲ್ಲಿಸಿದ್ದಾರೆ.: [302, 957, 584, 1042]
- sudan-body-text: ಸುವೈದಾ ಪ್ರಾಂತ್ಯದಲ್ಲಿ ಡ್ರೂಜ್ ಮತ್ತು ಬೆಡೋಯಿನ್ ಬುಡಕಟ್ಟುಗಳ ನಡುವೆ ನಡೆದ ಹಿಂಸಾಚಾರದ ಹಿನ್ನೆಲೆಯಲ್ಲಿ ಸಿರಿಯಾದ ಅಧ್ಯಕ್ಷೀಯ ಕಚೇರಿ ಶನಿವಾರ ತಕ್ಷಣದ ಕದನ ವಿರಾಮವನ್ನು ಘೋಷಿಸಿದೆ. ಎಲ್ಲ ಪಕ್ಷಗಳು ತಕ್ಷಣವೇ ಹಿಂಸಾಚಾರವನ್ನು ನಿಲ್ಲಿಸಬೇಕು ಮತ್ತು ನಾಗರಿಕರ ಸುರಕ್ಷತೆಯನ್ನು ಖಚಿತಪಡಿಸಬೇಕು ಎಂದು ಹೇಳಿಕೆಯಲ್ಲಿ ತಿಳಿಸಲಾಗಿದೆ. ಕದನ ವಿರಾಮವನ್ನು ಜಾರಿಗೊಳಿಸಲು ಆಂತರಿಕ ಭದ್ರತಾ ಪಡೆಗಳನ್ನು ಪ್ರಾಂತ್ಯಕ್ಕೆ ನಿಯೋಜಿಸಲಾಗುವುದು ಎಂದು ಸರ್ಕಾರ ತಿಳಿಸಿದೆ. ಹಿಂಸಾಚಾರದಲ್ಲಿ ನೂರಾರು ಜನರು ಸಾವನ್ನಪ್ಪಿದ್ದು, ಸಾವಿರಾರು ಕುಟುಂಬಗಳು ಸ್ಥಳಾಂತರಗೊಂಡಿವೆ. ಅಮೆರಿಕ ಮತ್ತು ಇತರ ರಾಷ್ಟ್ರಗಳು ಮಧ್ಯಸ್ಥಿಕೆ ವಹಿಸಿದ ನಂತರ ಈ ಘೋಷಣೆ ಹೊರಬಿದ್ದಿದೆ. ಇಸ್ರೇಲ್ ಕೂಡ ಡ್ರೂಜ್ ಸಮುದಾಯದ ರಕ್ಷಣೆಗಾಗಿ ದಾಳಿ ನಡೆಸಿತ್ತು. ಕದನ ವಿರಾಮ ಉಲ್ಲಂಘನೆ ಮಾಡುವವರ ವಿರುದ್ಧ ಕಠಿಣ ಕ್ರಮ ಕೈಗೊಳ್ಳಲಾಗುವುದು ಎಂದು ಸರ್ಕಾರ ಎಚ್ಚರಿಸಿದೆ. ಪ್ರದೇಶದಲ್ಲಿ ಶಾಂತಿ ಮತ್ತು ಸ್ಥಿರತೆಯನ್ನು ಮರುಸ್ಥಾಪಿಸಲು ಎಲ್ಲಾ ಸಮುದಾಯಗಳ ನಾಯಕರು ಸಹಕರಿಸಬೇಕು ಎಂದು ಕರೆ ನೀಡಲಾಗಿದೆ. ಮಾನವೀಯ ನೆರವು ತಲುಪಿಸಲು ಮಾರ್ಗಗಳನ್ನು ತೆರೆಯುವುದಾಗಿಯೂ ಸರ್ಕಾರ ಭರವಸೆ ನೀಡಿದೆ.: [758, 99, 938, 250]
- trump-photo: [362, 716, 442, 808]
- page-number: 7: [896, 2, 921, 46]
- brand-name-blue: ಮುಗಿಲು: [832, 6, 871, 22]
- airindia-body-top-text: ಜೂನ್ 12ರಂದು ಅಹಮದಾಬಾದ್‌ನಲ್ಲಿ ಸಂಭವಿಸಿದ ಏರ್ ಇಂಡಿಯಾ ವಿಮಾನ ದುರಂತದ ಕುರಿತು ಮಾಧ್ಯಮ ವರದಿಗಳು ಅಕಾಲಿಕ ಮತ್ತು ಊಹಾತ್ಮಕವಾಗಿವೆ ಎಂದು ಅಮೆರಿಕದ ರಾಷ್ಟ್ರೀಯ ಸಾರಿಗೆ ಸುರಕ್ಷತಾ ಮಂಡಳಿ (ಎನ್‌ಟಿಎಸ್‌ಬಿ) ಅಧ್ಯಕ್ಷೆ ಜೆನ್ನಿಫರ್ ಹೋಮೆಂಡಿ ಹೇಳಿದ್ದಾರೆ.: [758, 597, 938, 638]
- railway-headline: ರೈಲು, ನಿಲ್ದಾಣಗಳಲ್ಲಿ ಆಹಾರ ಮಾರಾಟಗಾರರಿಗೆ ಗುರುತಿನ ಚೀಟಿ ಕಡ್ಡಾಯ: [281, 328, 699, 395]
- column-divider: [746, 280, 747, 1162]
- jio-photo-caption: ಜಿಯೋ ಫೈನಾನ್ಷಿಯಲ್ ಸರ್ವೀಸಸ್ ಲಿಮಿಟೆಡ್‌ನ ಕಾರ್ಯನಿರ್ವಾಹಕೇತರ ನಿರ್ದೇಶಕ ಆರ್ ಇಶಾ ಅಂಬಾನಿ: [190, 245, 368, 261]
- section-rule: [236, 632, 746, 633]
- page-number-divider: [889, 6, 890, 50]
- issue-date: 20.7.2025: [843, 33, 884, 42]
- father-body-left-text: ಮಹಾರಾಷ್ಟ್ರದ ನಾಂದೇಡ್ ಜಿಲ್ಲೆಯಲ್ಲಿ ಸರ್ಕಾರಿ ಉದ್ಯೋಗದ ಆಸೆಗಾಗಿ ತಂದೆಯೊಬ್ಬ ತನ್ನ ಅಪ್ರಾಪ್ತ ಪುತ್ರಿಯನ್ನೇ ಮಾರಾಟ ಮಾಡಿದ ಆಘಾತಕಾರಿ ಘಟನೆ ನಡೆದಿದೆ. ಆರೋಪಿಯು ಉದ್ಯೋಗ ಕೊಡಿಸುವ ಭರವಸೆ ನೀಡಿದ್ದ ವ್ಯಕ್ತಿಗೆ ಮಗಳನ್ನು ಒಪ್ಪಿಸಿದ್ದಾನೆ.: [486, 1224, 548, 1331]
- delta-photo: [172, 1276, 292, 1364]
- section-rule: [482, 1206, 938, 1207]
- father-body-bottom: [486, 1412, 938, 1482]
- delta-body-col1-text: ಅಟ್ಲಾಂಟಾಗೆ ತೆರಳುತ್ತಿದ್ದ ಡೆಲ್ಟಾ ಏರ್ ಲೈನ್ಸ್ ವಿಮಾನದ ಎಂಜಿನ್‌ನಲ್ಲಿ ಬೆಂಕಿ ಕಾಣಿಸಿಕೊಂಡ ಪರಿಣಾಮ ಲಾಸ್ ಏಂಜಲೀಸ್ ಅಂತಾರಾಷ್ಟ್ರೀಯ ವಿಮಾನ ನಿಲ್ದಾಣದಲ್ಲಿ ತುರ್ತು ಭೂಸ್ಪರ್ಶ ಮಾಡಿದೆ. ವಿಮಾನದ ಎಡಭಾಗದ ಎಂಜಿನ್‌ನಿಂದ ಬೆಂಕಿ ಹೊರಬರುತ್ತಿರುವ ದೃಶ್ಯಗಳು ವಿಡಿಯೋದಲ್ಲಿ ಸೆರೆಯಾಗಿವೆ. ಇಪ್ಪತ್ನಾಲ್ಕು ವರ್ಷ ಹಳೆಯ ಬೋಯಿಂಗ್ 767-400 ವಿಮಾನದಲ್ಲಿ ಈ ಘಟನೆ ನಡೆದಿದೆ.: [14, 1275, 168, 1349]
- railway-body-col1-text: ರೈಲುಗಳು ಮತ್ತು ನಿಲ್ದಾಣಗಳಲ್ಲಿ ಅನಧಿಕೃತ ವ್ಯಕ್ತಿಗಳು ಕಲಬೆರಕೆ ಆಹಾರ ಮಾರಾಟ ಮಾಡುವುದನ್ನು ತಡೆಯಲು ಆಹಾರ ಮಾರಾಟಗಾರರಿಗೆ ಗುರುತಿನ ಚೀಟಿ ಕಡ್ಡಾಯಗೊಳಿಸಿ ರೈಲ್ವೆ ಸಚಿವಾಲಯ ಆದೇಶ ಹೊರಡಿಸಿದೆ. ಪ್ರಯಾಣಿಕರ ಸುರಕ್ಷತೆ ಮತ್ತು ಆಹಾರದ ಗುಣಮಟ್ಟ ಕಾಪಾಡಲು ಈ ಕ್ರಮ ಕೈಗೊಳ್ಳಲಾಗಿದೆ. ಪರವಾನಗಿ ಪಡೆದ ಸಂಸ್ಥೆಗಳು ಮತ್ತು ಅವುಗಳ ಸಿಬ್ಬಂದಿ ಮಾತ್ರ ರೈಲುಗಳಲ್ಲಿ ಮತ್ತು ನಿಲ್ದಾಣಗಳಲ್ಲಿ ಆಹಾರ ಮಾರಾಟ ಮಾಡಬಹುದು. ಪ್ರತಿಯೊಬ್ಬ ಮಾರಾಟಗಾರರೂ ಫೋಟೋ ಇರುವ ಗುರುತಿನ ಚೀಟಿ (ಐಡಿ ಕಾರ್ಡ್) ಹೊಂದಿರಬೇಕು ಎಂದು ಸೂಚಿಸಲಾಗಿದೆ. ಈ ಬಗ್ಗೆ ಎಲ್ಲಾ ವಲಯಗಳಿಗೆ ಸುತ್ತೋಲೆ ಹೊರಡಿಸಲಾಗಿದ್ದು, ಕಟ್ಟುನಿಟ್ಟಾಗಿ ಜಾರಿಗೊಳಿಸುವಂತೆ ಸೂಚಿಸಲಾಗಿದೆ. ಮಾರಾಟಗಾರರ ಪರಿಶೀಲನೆಗಾಗಿ ಕ್ಯೂಆರ್ ಕೋಡ್ ವ್ಯವಸ್ಥೆ ಜಾರಿಗೆ ತರಲಾಗುತ್ತಿದೆ.: [240, 407, 408, 525]
- delta-body-col1: [14, 1274, 168, 1364]
- sudan-headline: ಸುವೈದಾದಲ್ಲಿ ಕದನ ವಿರಾಮ ಘೋಷಿಸಿದ ಸಿರಿಯಾ: [758, 65, 931, 78]
- father-body-right-text: ಪ್ರಕರಣ ಬಯಲಾಗುತ್ತಿದ್ದಂತೆ ಪೊಲೀಸರು ಆರೋಪಿಯನ್ನು ಬಂಧಿಸಿದ್ದಾರೆ. ಬಾಲಕಿಯನ್ನು ರಕ್ಷಿಸಿ ಮಕ್ಕಳ ಕಲ್ಯಾಣ ಸಮಿತಿಗೆ ಒಪ್ಪಿಸಲಾಗಿದೆ. ಸ್ಥಳೀಯರ ಮಾಹಿತಿ ಆಧರಿಸಿ ಪೊಲೀಸರು ಕಾರ್ಯಾಚರಣೆ ನಡೆಸಿದರು. ಉದ್ಯೋಗ ವಂಚನೆ ಜಾಲದ ಬಗ್ಗೆಯೂ ತನಿಖೆ ನಡೆಯುತ್ತಿದೆ. ಆರೋಪಿಗಳ ವಿರುದ್ಧ ಪೋಕ್ಸೊ ಕಾಯ್ದೆ ಮತ್ತು ಮಾನವ ಕಳ್ಳಸಾಗಣೆ ತಡೆ ಕಾಯ್ದೆಯಡಿ ಪ್ರಕರಣ ದಾಖಲಿಸಲಾಗಿದೆ.: [842, 1213, 938, 1320]
- railway-photo: [410, 406, 740, 524]
- masthead-rule: [8, 55, 938, 57]
